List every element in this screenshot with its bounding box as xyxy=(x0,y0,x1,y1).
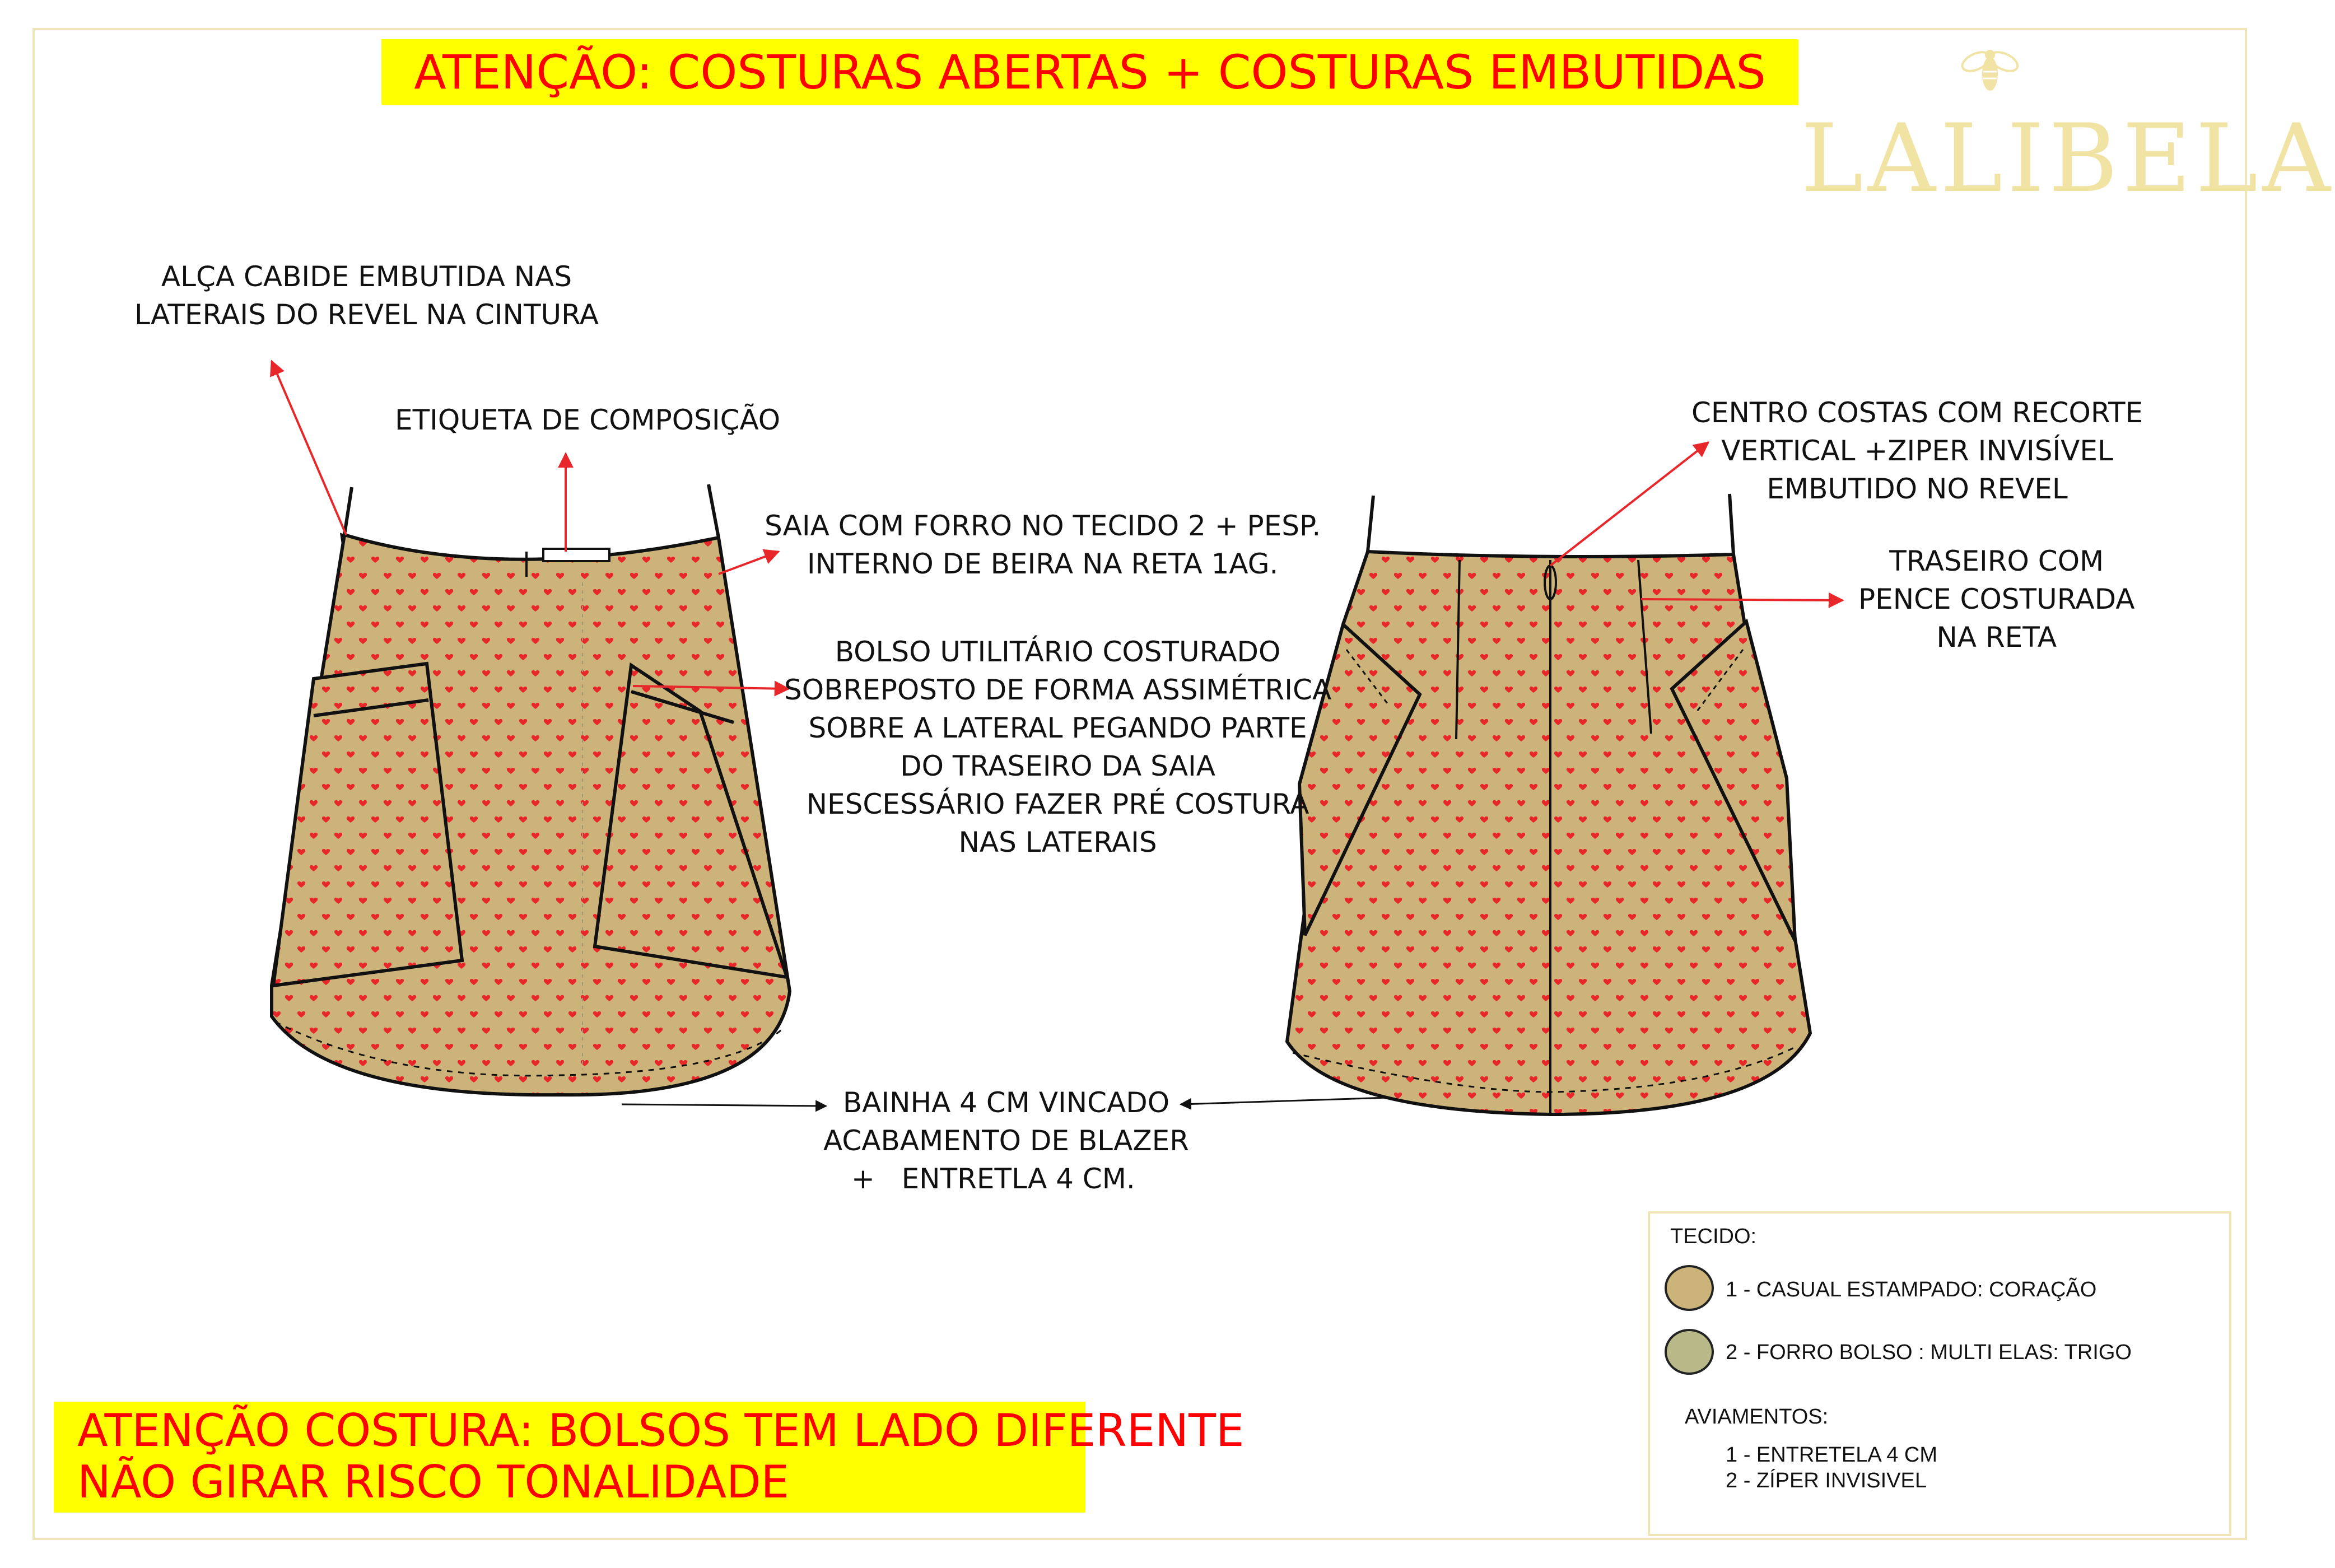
warning-line: ATENÇÃO COSTURA: BOLSOS TEM LADO DIFERENTE xyxy=(77,1404,1245,1457)
note-label: ETIQUETA DE COMPOSIÇÃO xyxy=(395,404,781,436)
note-line: LATERAIS DO REVEL NA CINTURA xyxy=(134,298,599,331)
header-title: ATENÇÃO: COSTURAS ABERTAS + COSTURAS EMBUTIDAS xyxy=(381,39,1798,105)
trim-1-label: 1 - ENTRETELA 4 CM xyxy=(1726,1443,1937,1467)
fabric-legend xyxy=(1648,1211,2231,1536)
note-line: SOBREPOSTO DE FORMA ASSIMÉTRICA xyxy=(784,674,1332,706)
arrow-darts xyxy=(1641,599,1843,600)
brand-logo: LALIBELA xyxy=(1801,104,2335,213)
fabric-title: TECIDO: xyxy=(1670,1225,1757,1248)
trim-2-label: 2 - ZÍPER INVISIVEL xyxy=(1726,1469,1927,1492)
note-line: NESCESSÁRIO FAZER PRÉ COSTURA xyxy=(806,788,1309,820)
front-skirt xyxy=(272,484,790,1095)
note-line: EMBUTIDO NO REVEL xyxy=(1767,473,2068,505)
composition-label xyxy=(543,549,609,561)
note-hanger-loop xyxy=(134,258,599,334)
note-line: CENTRO COSTAS COM RECORTE xyxy=(1691,396,2143,429)
fabric-1-label: 1 - CASUAL ESTAMPADO: CORAÇÃO xyxy=(1726,1278,2097,1301)
fabric-1-swatch xyxy=(1665,1265,1714,1311)
note-line: SAIA COM FORRO NO TECIDO 2 + PESP. xyxy=(765,510,1321,542)
note-line: DO TRASEIRO DA SAIA xyxy=(900,750,1215,782)
note-line: ACABAMENTO DE BLAZER xyxy=(823,1124,1189,1157)
note-line: NAS LATERAIS xyxy=(958,826,1157,858)
note-darts xyxy=(1858,542,2134,656)
note-line: BOLSO UTILITÁRIO COSTURADO xyxy=(835,636,1281,668)
note-line: + ENTRETLA 4 CM. xyxy=(851,1163,1135,1195)
note-hem xyxy=(823,1084,1189,1198)
trims-title: AVIAMENTOS: xyxy=(1685,1405,1829,1429)
note-line: SOBRE A LATERAL PEGANDO PARTE xyxy=(808,712,1307,744)
fabric-2-label: 2 - FORRO BOLSO : MULTI ELAS: TRIGO xyxy=(1726,1341,2132,1364)
arrow-hanger-loop xyxy=(272,361,346,535)
note-line: TRASEIRO COM xyxy=(1889,545,2104,577)
sewing-warning xyxy=(54,1402,1245,1513)
front-left-pocket xyxy=(273,664,462,986)
arrow-center-back xyxy=(1550,442,1708,566)
warning-line: NÃO GIRAR RISCO TONALIDADE xyxy=(77,1456,790,1508)
note-line: VERTICAL +ZIPER INVISÍVEL xyxy=(1721,435,2113,467)
note-lining xyxy=(765,507,1321,583)
fabric-2-swatch xyxy=(1665,1329,1714,1375)
note-line: INTERNO DE BEIRA NA RETA 1AG. xyxy=(807,548,1279,580)
arrow-hem-front xyxy=(622,1104,826,1106)
note-line: NA RETA xyxy=(1936,621,2057,654)
back-skirt xyxy=(1287,494,1810,1114)
note-line: ALÇA CABIDE EMBUTIDA NAS xyxy=(161,260,572,293)
note-line: BAINHA 4 CM VINCADO xyxy=(842,1086,1170,1119)
note-line: PENCE COSTURADA xyxy=(1858,583,2135,615)
note-center-back xyxy=(1691,394,2143,508)
arrow-hem-back xyxy=(1181,1098,1388,1104)
note-pocket xyxy=(784,633,1331,861)
